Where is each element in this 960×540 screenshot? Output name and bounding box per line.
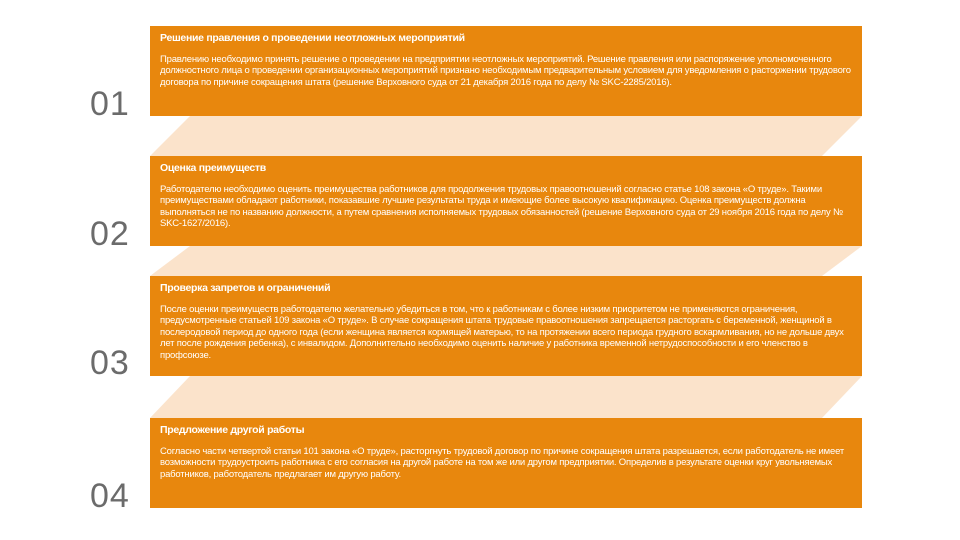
step-text-2: Работодателю необходимо оценить преимущества работников для продолжения трудовых правоотношений согласно статье 108 закона «О труде». Такими преимуществами обладают работники, показавшие лучшие результаты труда и имеющие более высокую квалификацию. Оценка преимуществ должна выполняться не по названию должности, а путем сравнения исполняемых трудовых обязанностей (решение Верховного суда от 29 ноября 2016 года по делу № SKC-1627/2016). bbox=[160, 184, 843, 230]
step-number-2: 02 bbox=[90, 215, 130, 253]
step-title-4: Предложение другой работы bbox=[160, 424, 305, 436]
step-title-1: Решение правления о проведении неотложных мероприятий bbox=[160, 32, 465, 44]
connector-3-4 bbox=[150, 376, 862, 418]
step-card-2 bbox=[150, 156, 862, 246]
step-text-4: Согласно части четвертой статьи 101 закона «О труде», расторгнуть трудовой договор по причине сокращения штата разрешается, если работодатель не имеет возможности трудоустроить работника с его согласия на другой работе на том же или другом предприятии. Определив в результате оценки круг увольняемых работников, работодатель предлагает им другую работу. bbox=[160, 446, 844, 480]
connector-1-2 bbox=[150, 116, 862, 156]
step-number-1: 01 bbox=[90, 85, 130, 123]
step-card-1 bbox=[150, 26, 862, 116]
step-card-4 bbox=[150, 418, 862, 508]
step-title-2: Оценка преимуществ bbox=[160, 162, 266, 174]
step-title-3: Проверка запретов и ограничений bbox=[160, 282, 331, 294]
step-text-3: После оценки преимуществ работодателю желательно убедиться в том, что к работникам с более низким приоритетом не применяются ограничения, предусмотренные статьей 109 закона «О труде». В случае сокращения штата трудовые правоотношения запрещается расторгать с беременной, женщиной в послеродовой период до одного года (если женщина является кормящей матерью, то на протяжении всего периода грудного вскармливания, но не дольше двух лет после рождения ребенка), с инвалидом. Дополнительно необходимо оценить наличие у работника временной нетрудоспособности и его членство в профсоюзе. bbox=[160, 304, 844, 361]
step-number-4: 04 bbox=[90, 477, 130, 515]
step-number-3: 03 bbox=[90, 344, 130, 382]
connector-2-3 bbox=[150, 246, 862, 276]
step-card-3 bbox=[150, 276, 862, 376]
step-text-1: Правлению необходимо принять решение о проведении на предприятии неотложных мероприятий. Решение правления или распоряжение уполномоченного должностного лица о проведении организационных мероприятий признано необходимым предварительным условием для уведомления о расторжении трудового договора по причине сокращения штата (решение Верховного суда от 21 декабря 2016 года по делу № SKC-2285/2016). bbox=[160, 54, 851, 88]
